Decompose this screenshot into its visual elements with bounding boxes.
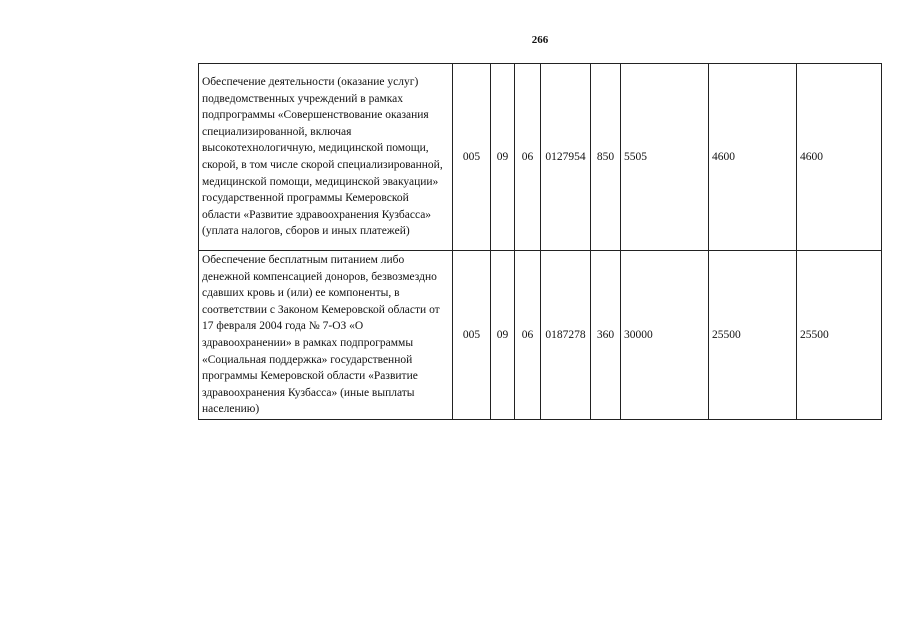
ministry-code: 005 (453, 64, 491, 251)
ministry-code: 005 (453, 251, 491, 420)
section-code: 09 (491, 251, 515, 420)
subsection-code: 06 (515, 64, 541, 251)
target-article-code: 0187278 (541, 251, 591, 420)
amount-2: 4600 (709, 64, 797, 251)
page-number: 266 (531, 34, 549, 46)
expense-type-code: 360 (591, 251, 621, 420)
budget-table (198, 63, 882, 420)
amount-3: 4600 (797, 64, 882, 251)
expense-type-code: 850 (591, 64, 621, 251)
table-row (199, 64, 882, 251)
amount-1: 5505 (621, 64, 709, 251)
table-row (199, 251, 882, 420)
subsection-code: 06 (515, 251, 541, 420)
expense-description: Обеспечение бесплатным питанием либо денежной компенсацией доноров, безвозмездно сдавших кровь и (или) ее компоненты, в соответствии с Законом Кемеровской области от 17 февраля 2004 года № 7-ОЗ «О здравоохранении» в рамках подпрограммы «Социальная поддержка» государственной программы Кемеровской области «Развитие здравоохранения Кузбасса» (иные выплаты населению) (199, 251, 453, 420)
amount-1: 30000 (621, 251, 709, 420)
target-article-code: 0127954 (541, 64, 591, 251)
amount-3: 25500 (797, 251, 882, 420)
section-code: 09 (491, 64, 515, 251)
amount-2: 25500 (709, 251, 797, 420)
expense-description: Обеспечение деятельности (оказание услуг) подведомственных учреждений в рамках подпрограммы «Совершенствование оказания специализированной, включая высокотехнологичную, медицинской помощи, скорой, в том числе скорой специализированной, медицинской помощи, медицинской эвакуации» государственной программы Кемеровской области «Развитие здравоохранения Кузбасса» (уплата налогов, сборов и иных платежей) (199, 64, 453, 251)
